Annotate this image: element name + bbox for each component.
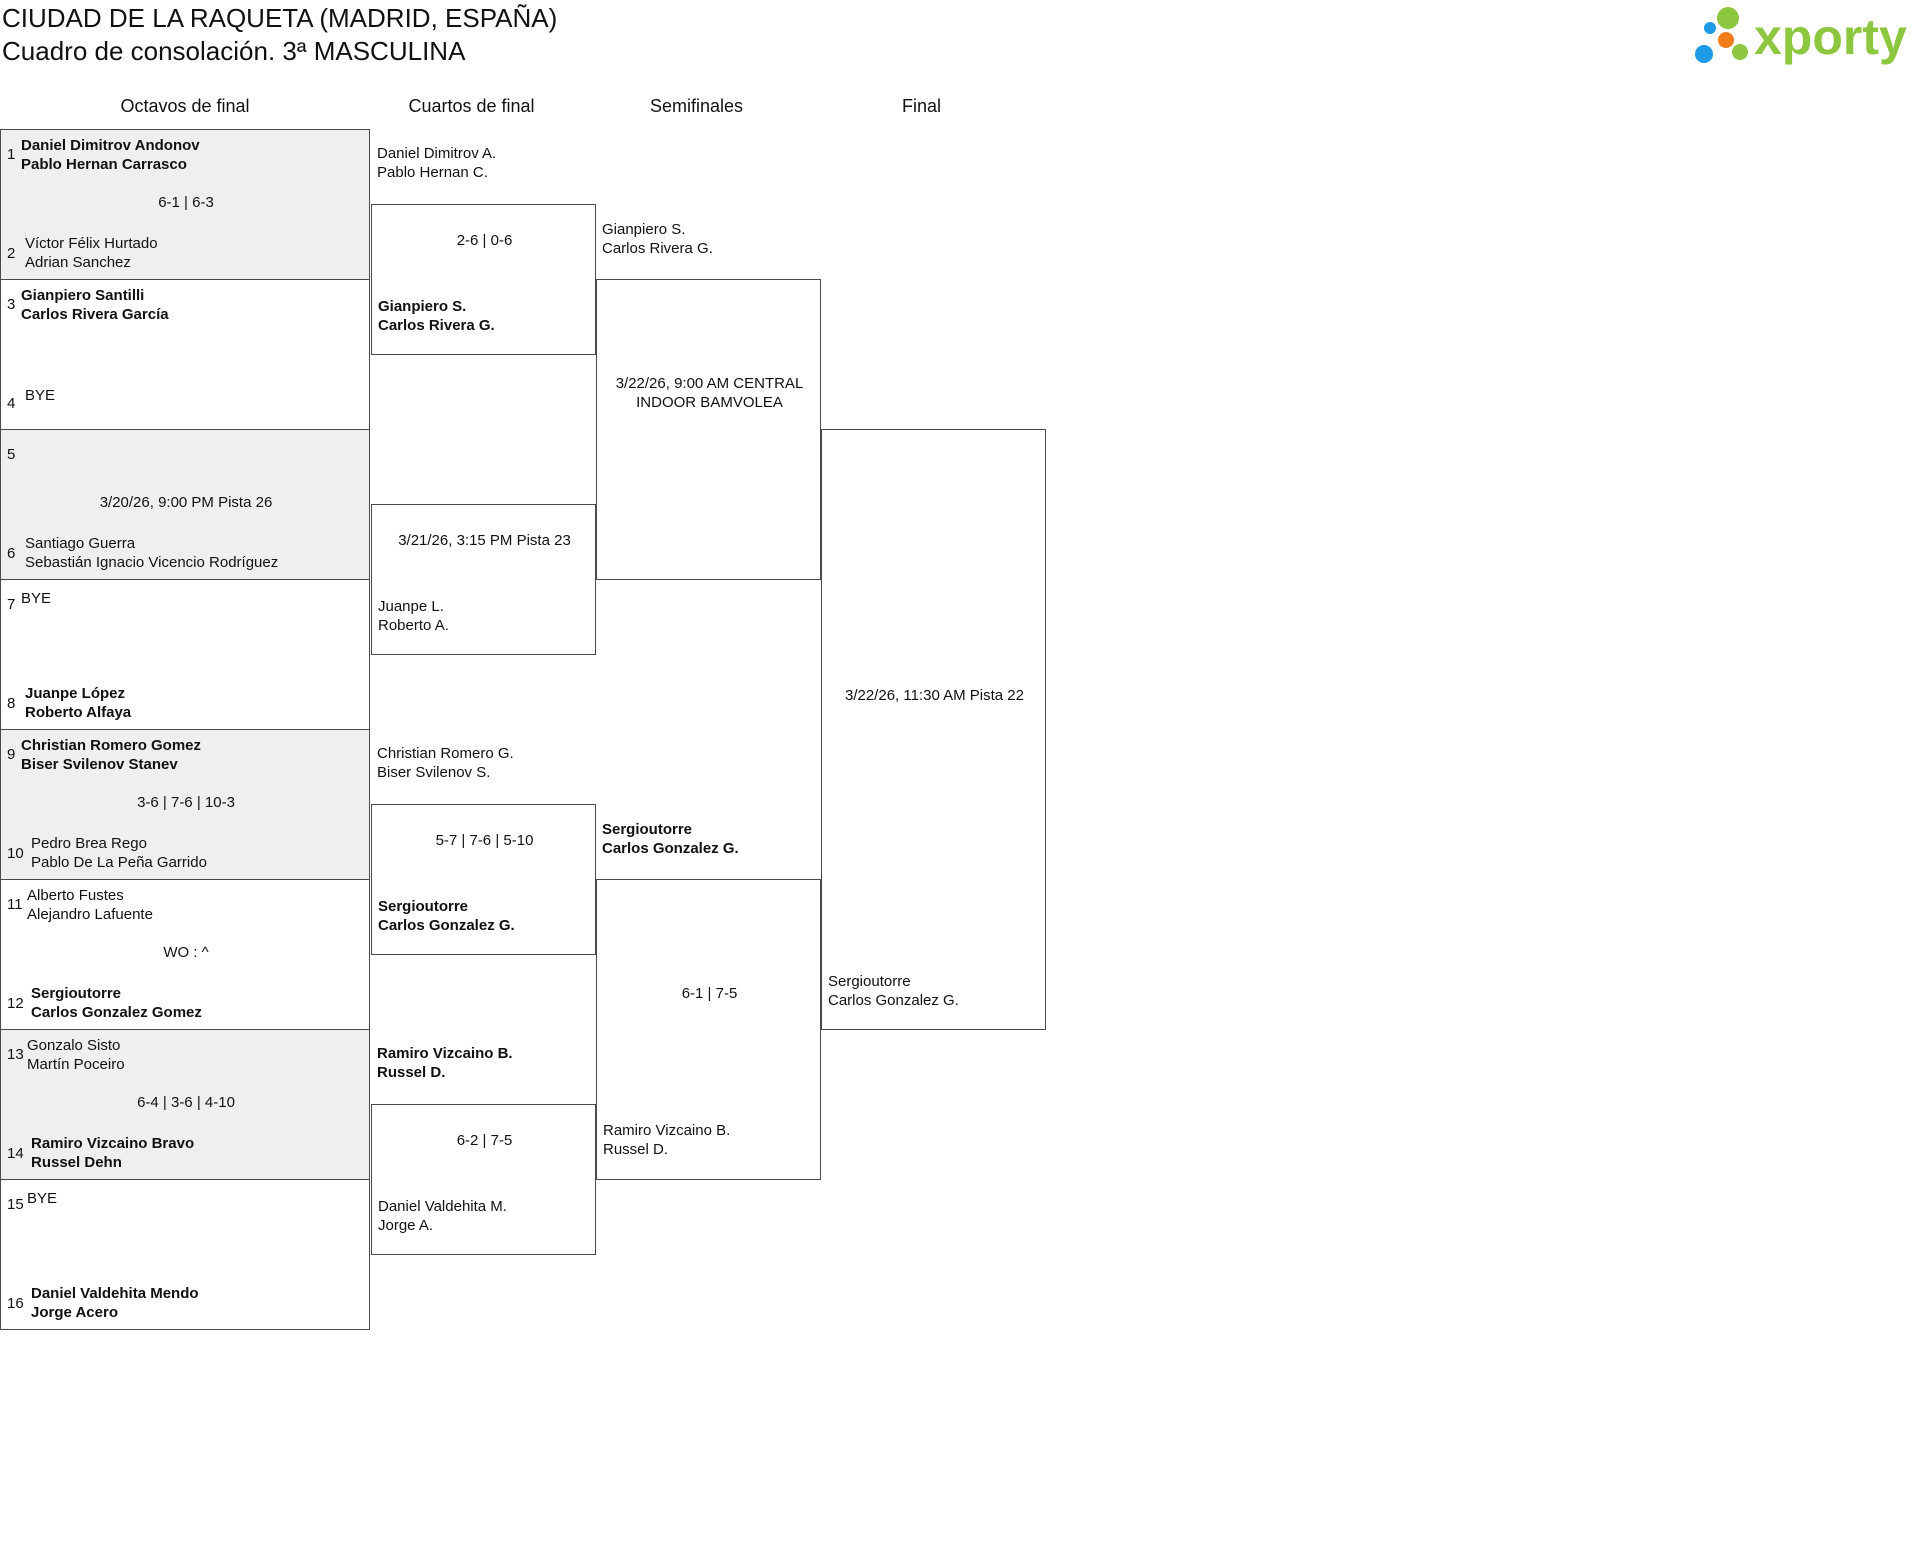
sf-team-top-player: Carlos Rivera G. [602,240,713,257]
match-info: 2-6 | 0-6 [456,232,513,249]
draw-subtitle: Cuadro de consolación. 3ª MASCULINA [2,36,466,66]
qf-team-top-player: Christian Romero G. [377,745,514,762]
r16-team-bottom-player: Víctor Félix Hurtado [25,235,158,252]
match-info: 6-1 | 6-3 [158,194,214,211]
match-info-line: 6-1 | 7-5 [681,985,738,1002]
qf-team-bottom-player: Sergioutorre [378,898,469,915]
r16-match[interactable] [0,129,370,280]
logo-dot-orange [1718,32,1734,48]
seed-number: 7 [7,596,16,613]
qf-team-bottom-player: Carlos Rivera G. [378,317,495,334]
r16-team-top-player: Martín Poceiro [27,1056,125,1073]
seed-number: 10 [7,845,24,862]
logo-dot-green-small [1732,44,1748,60]
r16-team-bottom-player: BYE [25,387,56,404]
qf-team-bottom [378,297,495,335]
match-info: 3/22/26, 11:30 AM Pista 22 [844,687,1024,704]
sf-team-top-player: Carlos Gonzalez G. [602,840,739,857]
r16-match[interactable] [0,579,370,730]
seed-number: 6 [7,545,16,562]
seed-number: 8 [7,695,16,712]
sf-team-bottom [603,1121,730,1159]
round-header-2: Cuartos de final [408,96,535,116]
qf-team-bottom [378,597,449,635]
r16-team-top [27,886,153,924]
match-info: 6-4 | 3-6 | 4-10 [137,1094,235,1111]
r16-team-bottom-player: Russel Dehn [31,1154,122,1171]
qf-team-bottom-player: Jorge A. [378,1217,434,1234]
match-info [597,374,822,412]
qf-team-top [377,144,496,182]
match-info: 6-2 | 7-5 [456,1132,513,1149]
r16-team-top-player: Alejandro Lafuente [27,906,153,923]
sf-team-top-player: Gianpiero S. [602,221,686,238]
sf-team-bottom-player: Russel D. [603,1141,669,1158]
r16-match[interactable] [0,879,370,1030]
match-info-line: INDOOR BAMVOLEA [636,394,783,411]
qf-match[interactable] [371,804,596,955]
round-header-1: Octavos de final [120,96,250,116]
r16-team-bottom [25,684,131,722]
r16-team-bottom [25,386,55,405]
qf-team-top-player: Pablo Hernan C. [377,164,488,181]
final-match[interactable] [821,429,1046,1030]
logo-wordmark: xporty [1754,9,1907,65]
qf-match[interactable] [371,504,596,655]
qf-team-top-player: Russel D. [377,1064,446,1081]
r16-team-top-player: Daniel Dimitrov Andonov [21,137,200,154]
seed-number: 2 [7,245,16,262]
seed-number: 13 [7,1046,24,1063]
sf-team-top [602,220,713,258]
r16-team-top [21,736,201,774]
qf-team-bottom-player: Carlos Gonzalez G. [378,917,515,934]
r16-team-top-player: Biser Svilenov Stanev [21,756,178,773]
logo-dot-green [1717,7,1739,29]
qf-team-bottom [378,1197,507,1235]
qf-team-top [377,1044,513,1082]
qf-team-bottom [378,897,515,935]
match-info [597,984,822,1003]
r16-match[interactable] [0,1179,370,1330]
tournament-title: CIUDAD DE LA RAQUETA (MADRID, ESPAÑA) [2,3,558,33]
r16-team-bottom-player: Roberto Alfaya [25,704,132,721]
match-info: 5-7 | 7-6 | 5-10 [435,832,534,849]
r16-team-top-player: BYE [21,590,52,607]
seed-number: 9 [7,746,16,763]
sf-team-top-player: Sergioutorre [602,821,693,838]
r16-team-bottom-player: Pedro Brea Rego [31,835,147,852]
r16-team-bottom-player: Sergioutorre [31,985,122,1002]
r16-team-top [21,286,169,324]
qf-match[interactable] [371,1104,596,1255]
r16-team-top-player: Pablo Hernan Carrasco [21,156,187,173]
seed-number: 14 [7,1145,24,1162]
match-info-line: 3/22/26, 9:00 AM CENTRAL [615,375,804,392]
seed-number: 12 [7,995,24,1012]
logo-dot-blue [1695,45,1713,63]
qf-team-top-player: Biser Svilenov S. [377,764,491,781]
qf-team-top [377,744,514,782]
r16-team-bottom [31,1134,194,1172]
r16-team-bottom-player: Carlos Gonzalez Gomez [31,1004,202,1021]
r16-team-bottom-player: Pablo De La Peña Garrido [31,854,207,871]
r16-team-bottom-player: Daniel Valdehita Mendo [31,1285,199,1302]
final-team-bottom-player: Carlos Gonzalez G. [828,992,959,1009]
r16-team-bottom-player: Adrian Sanchez [25,254,131,271]
r16-team-top-player: Gonzalo Sisto [27,1037,121,1054]
r16-team-bottom [31,984,202,1022]
seed-number: 16 [7,1295,24,1312]
final-team-bottom-player: Sergioutorre [828,973,911,990]
seed-number: 1 [7,146,16,163]
sf-team-bottom-player: Ramiro Vizcaino B. [603,1122,731,1139]
qf-team-bottom-player: Gianpiero S. [378,298,467,315]
r16-team-bottom [25,534,278,572]
r16-match[interactable] [0,279,370,430]
r16-team-top-player: Alberto Fustes [27,887,124,904]
match-info: WO : ^ [163,944,209,961]
qf-team-bottom-player: Roberto A. [378,617,449,634]
r16-team-bottom-player: Jorge Acero [31,1304,118,1321]
r16-team-top-player: Carlos Rivera García [21,306,169,323]
r16-match[interactable] [0,1029,370,1180]
r16-team-top [21,589,51,608]
qf-team-bottom-player: Juanpe L. [378,598,444,615]
r16-team-top-player: Christian Romero Gomez [21,737,202,754]
r16-team-top [27,1036,125,1074]
r16-team-top-player: Gianpiero Santilli [21,287,145,304]
seed-number: 5 [7,446,16,463]
r16-team-bottom [31,834,207,872]
round-header-3: Semifinales [649,96,744,116]
r16-team-bottom-player: Sebastián Ignacio Vicencio Rodríguez [25,554,279,571]
sf-match[interactable] [596,279,821,580]
match-info: 3-6 | 7-6 | 10-3 [137,794,235,811]
xporty-logo [1690,4,1920,70]
round-header-4: Final [901,96,941,116]
r16-team-bottom-player: Santiago Guerra [25,535,136,552]
qf-team-bottom-player: Daniel Valdehita M. [378,1198,507,1215]
r16-team-bottom [25,234,158,272]
r16-match[interactable] [0,429,370,580]
logo-dot-blue-small [1704,22,1716,34]
match-info: 3/20/26, 9:00 PM Pista 26 [99,494,273,511]
r16-match[interactable] [0,729,370,880]
qf-team-top-player: Ramiro Vizcaino B. [377,1045,513,1062]
final-team-bottom [828,972,959,1010]
r16-team-top [27,1189,57,1208]
qf-match[interactable] [371,204,596,355]
r16-team-bottom [31,1284,199,1322]
r16-team-bottom-player: Juanpe López [25,685,126,702]
sf-match[interactable] [596,879,821,1180]
match-info: 3/21/26, 3:15 PM Pista 23 [398,532,571,549]
seed-number: 15 [7,1196,24,1213]
seed-number: 11 [7,896,23,913]
seed-number: 4 [7,395,16,412]
r16-team-bottom-player: Ramiro Vizcaino Bravo [31,1135,195,1152]
qf-team-top-player: Daniel Dimitrov A. [377,145,497,162]
sf-team-top [602,820,739,858]
r16-team-top-player: BYE [27,1190,58,1207]
seed-number: 3 [7,296,16,313]
r16-team-top [21,136,200,174]
